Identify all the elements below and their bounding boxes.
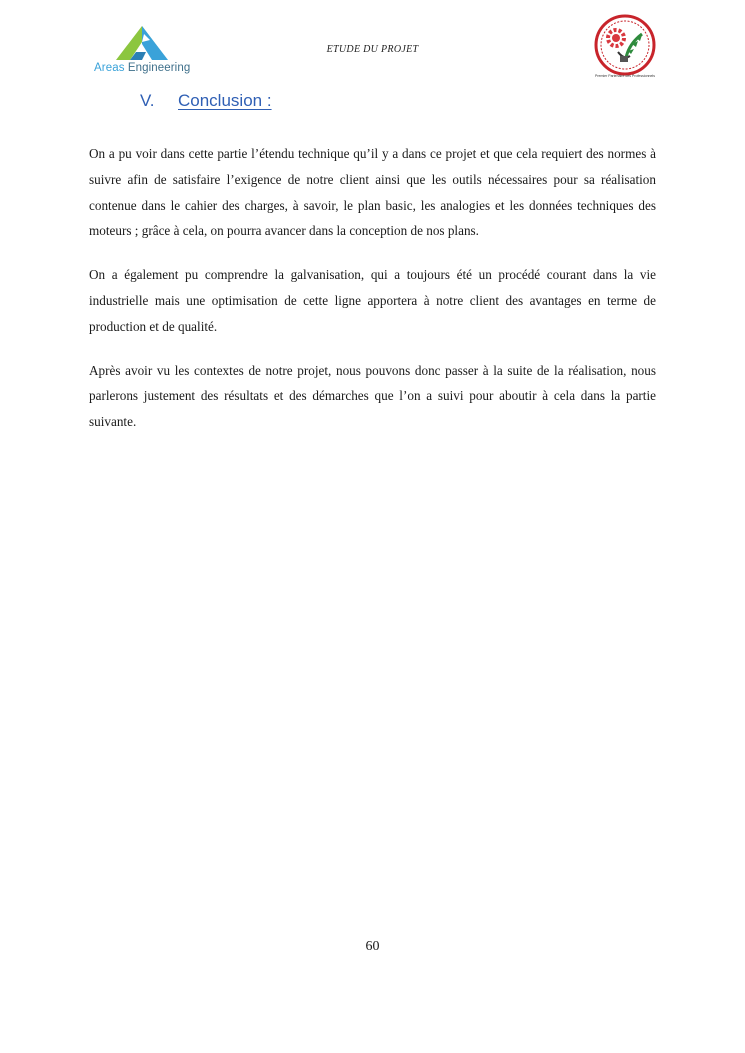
logo-word-areas: Areas (94, 62, 125, 74)
section-number: V. (140, 91, 155, 110)
page-number: 60 (365, 939, 380, 954)
section-heading (140, 91, 272, 111)
logo-wordmark (94, 62, 190, 74)
paragraph-2: On a également pu comprendre la galvanisation, qui a toujours été un procédé courant dans la vie industrielle mais une optimisation de cette ligne apportera à notre client des avantages en terme de production et de qualité. (89, 267, 656, 334)
logo-word-engineering: Engineering (127, 62, 191, 74)
paragraph-1: On a pu voir dans cette partie l’étendu technique qu’il y a dans ce projet et que cela requiert des normes à suivre afin de satisfaire l’exigence de notre client ainsi que les outils nécessaires pour sa réalisation contenue dans le cahier des charges, à savoir, le plan basic, les analogies et les données techniques des moteurs ; grâce à cela, on pourra avancer dans la conception de nos plans. (89, 146, 656, 239)
page-header (0, 0, 745, 90)
paragraph-3: Après avoir vu les contextes de notre projet, nous pouvons donc passer à la suite de la réalisation, nous parlerons justement des résultats et des démarches que l’on a suivi pour aboutir à cela dans la partie suivante. (89, 362, 656, 430)
running-header-title: ETUDE DU PROJET (326, 44, 419, 55)
school-emblem-icon (592, 14, 658, 80)
emblem-caption: Premier Partenaire des Professionnels (595, 74, 655, 78)
mountain-logo-icon (112, 22, 172, 62)
body-text (89, 141, 656, 453)
section-title: Conclusion : (178, 91, 272, 110)
